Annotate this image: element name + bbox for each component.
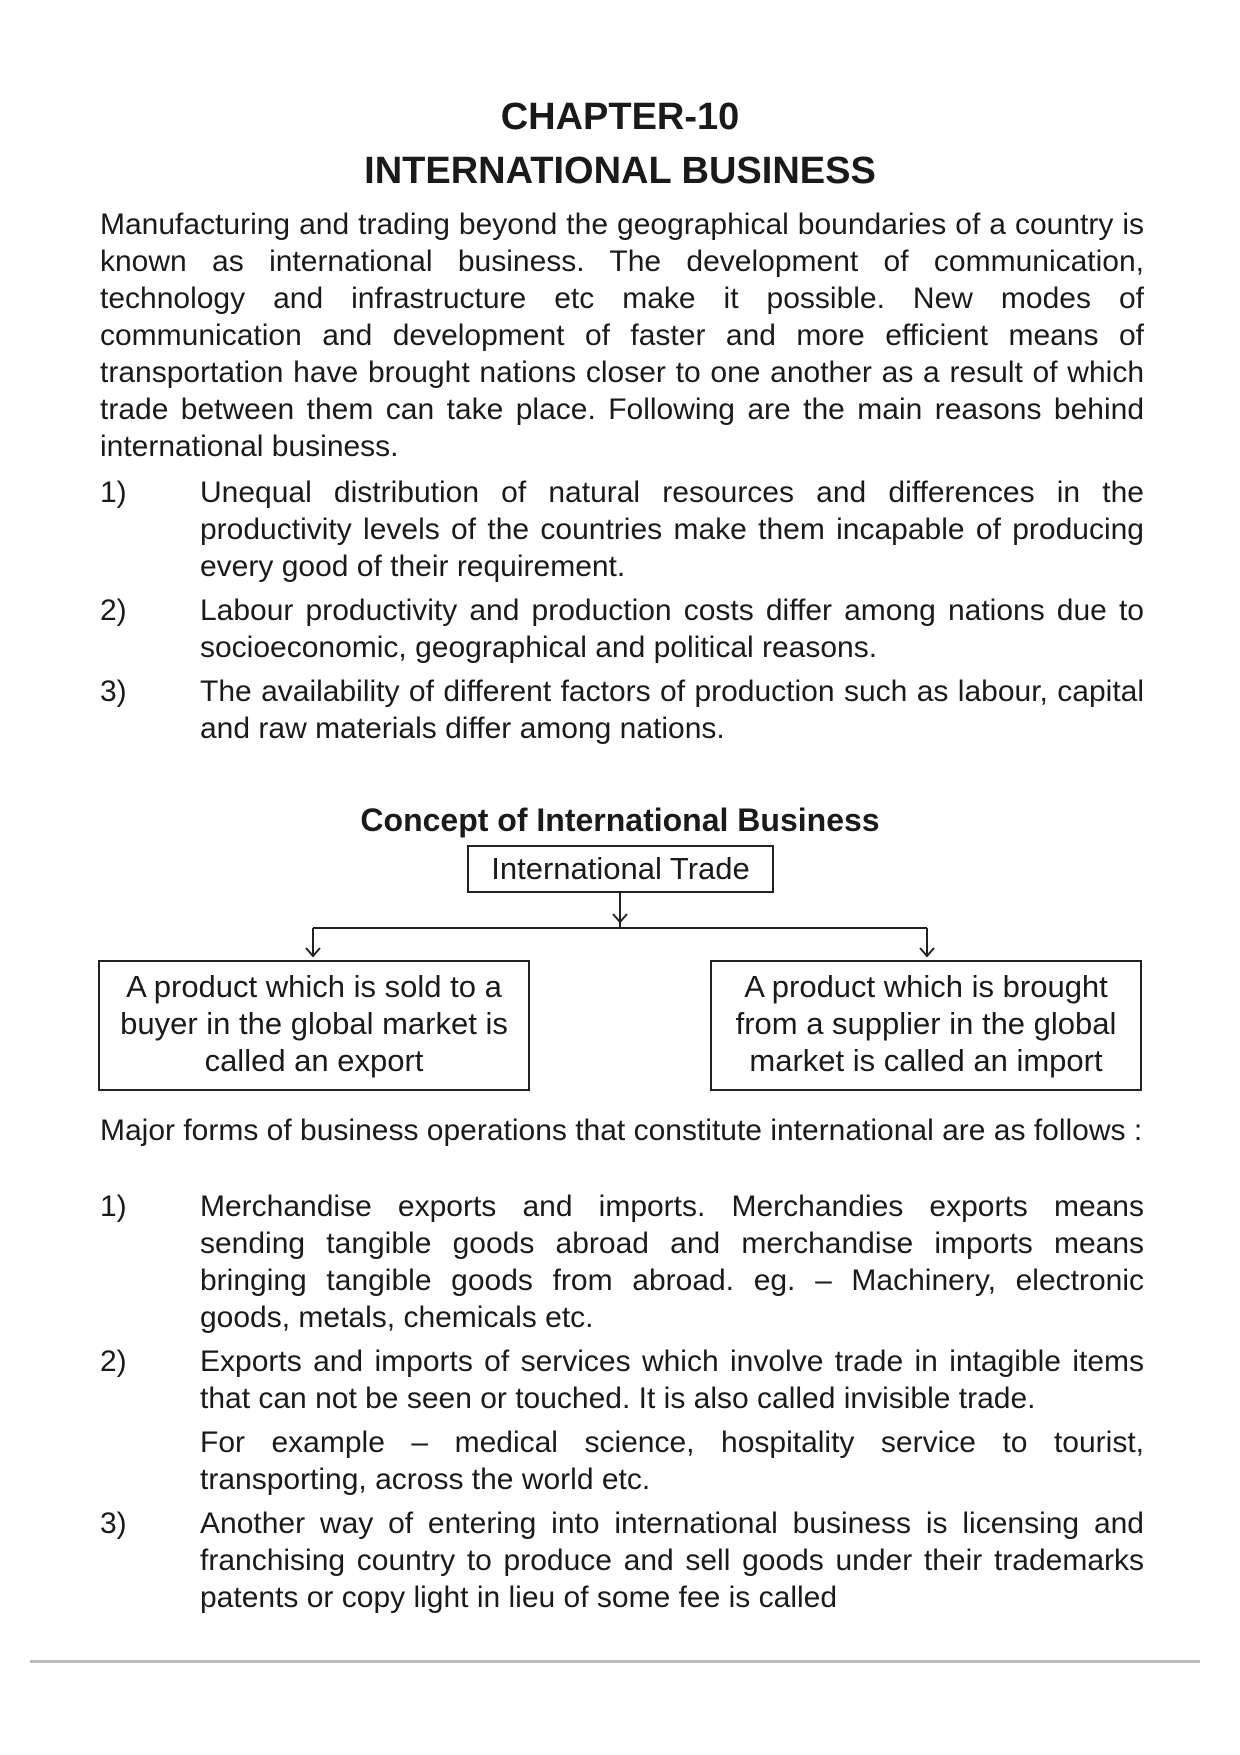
list-item [100,1343,1144,1498]
list-item-number: 2) [100,1345,127,1378]
reasons-list [100,474,1144,754]
left-arrow-icon [306,948,320,956]
import-box: A product which is brought from a supplier in the global market is called an import [710,960,1142,1091]
right-arrow-icon [920,948,934,956]
diagram-heading: Concept of International Business [360,802,880,838]
list-item-number: 3) [100,1507,127,1540]
forms-intro: Major forms of business operations that constitute international are as follows : [100,1114,1143,1147]
list-item [100,673,1144,747]
list-item-text: Merchandise exports and imports. Merchandies exports means sending tangible goods abroad and merchandise imports means bringing tangible goods from abroad. eg. – Machinery, electronic goods, metals, chemicals etc. [200,1190,1144,1334]
chapter-number: CHAPTER-10 [500,96,740,138]
root-arrow-icon [613,914,627,922]
list-item [100,474,1144,585]
list-item-number: 1) [100,1190,127,1223]
export-box: A product which is sold to a buyer in the global market is called an export [98,960,530,1091]
list-item-example: For example – medical science, hospitality service to tourist, transporting, across the world etc. [200,1426,1144,1496]
list-item-text: Another way of entering into international business is licensing and franchising country to produce and sell goods under their trademarks patents or copy light in lieu of some fee is called [200,1507,1144,1614]
chapter-heading [0,92,1240,196]
list-item-text: Labour productivity and production costs differ among nations due to socioeconomic, geographical and political reasons. [200,594,1144,664]
list-item [100,1505,1144,1616]
page-bottom-divider [30,1660,1200,1663]
list-item-text: The availability of different factors of production such as labour, capital and raw materials differ among nations. [200,675,1144,745]
chapter-title: INTERNATIONAL BUSINESS [364,150,876,192]
list-item-text: Exports and imports of services which involve trade in intagible items that can not be seen or touched. It is also called invisible trade. [200,1345,1144,1415]
forms-list [100,1188,1144,1623]
list-item-number: 1) [100,476,127,509]
list-item-number: 2) [100,594,127,627]
list-item-text: Unequal distribution of natural resources and differences in the productivity levels of the countries make them incapable of producing every good of their requirement. [200,476,1144,583]
intro-paragraph: Manufacturing and trading beyond the geographical boundaries of a country is known as international business. The development of communication, technology and infrastructure etc make it possible. New modes of communication and development of faster and more efficient means of transportation have brought nations closer to one another as a result of which trade between them can take place. Following are the main reasons behind international business. [100,208,1144,463]
list-item-number: 3) [100,675,127,708]
list-item [100,1188,1144,1336]
international-trade-box: International Trade [467,845,774,893]
list-item [100,592,1144,666]
